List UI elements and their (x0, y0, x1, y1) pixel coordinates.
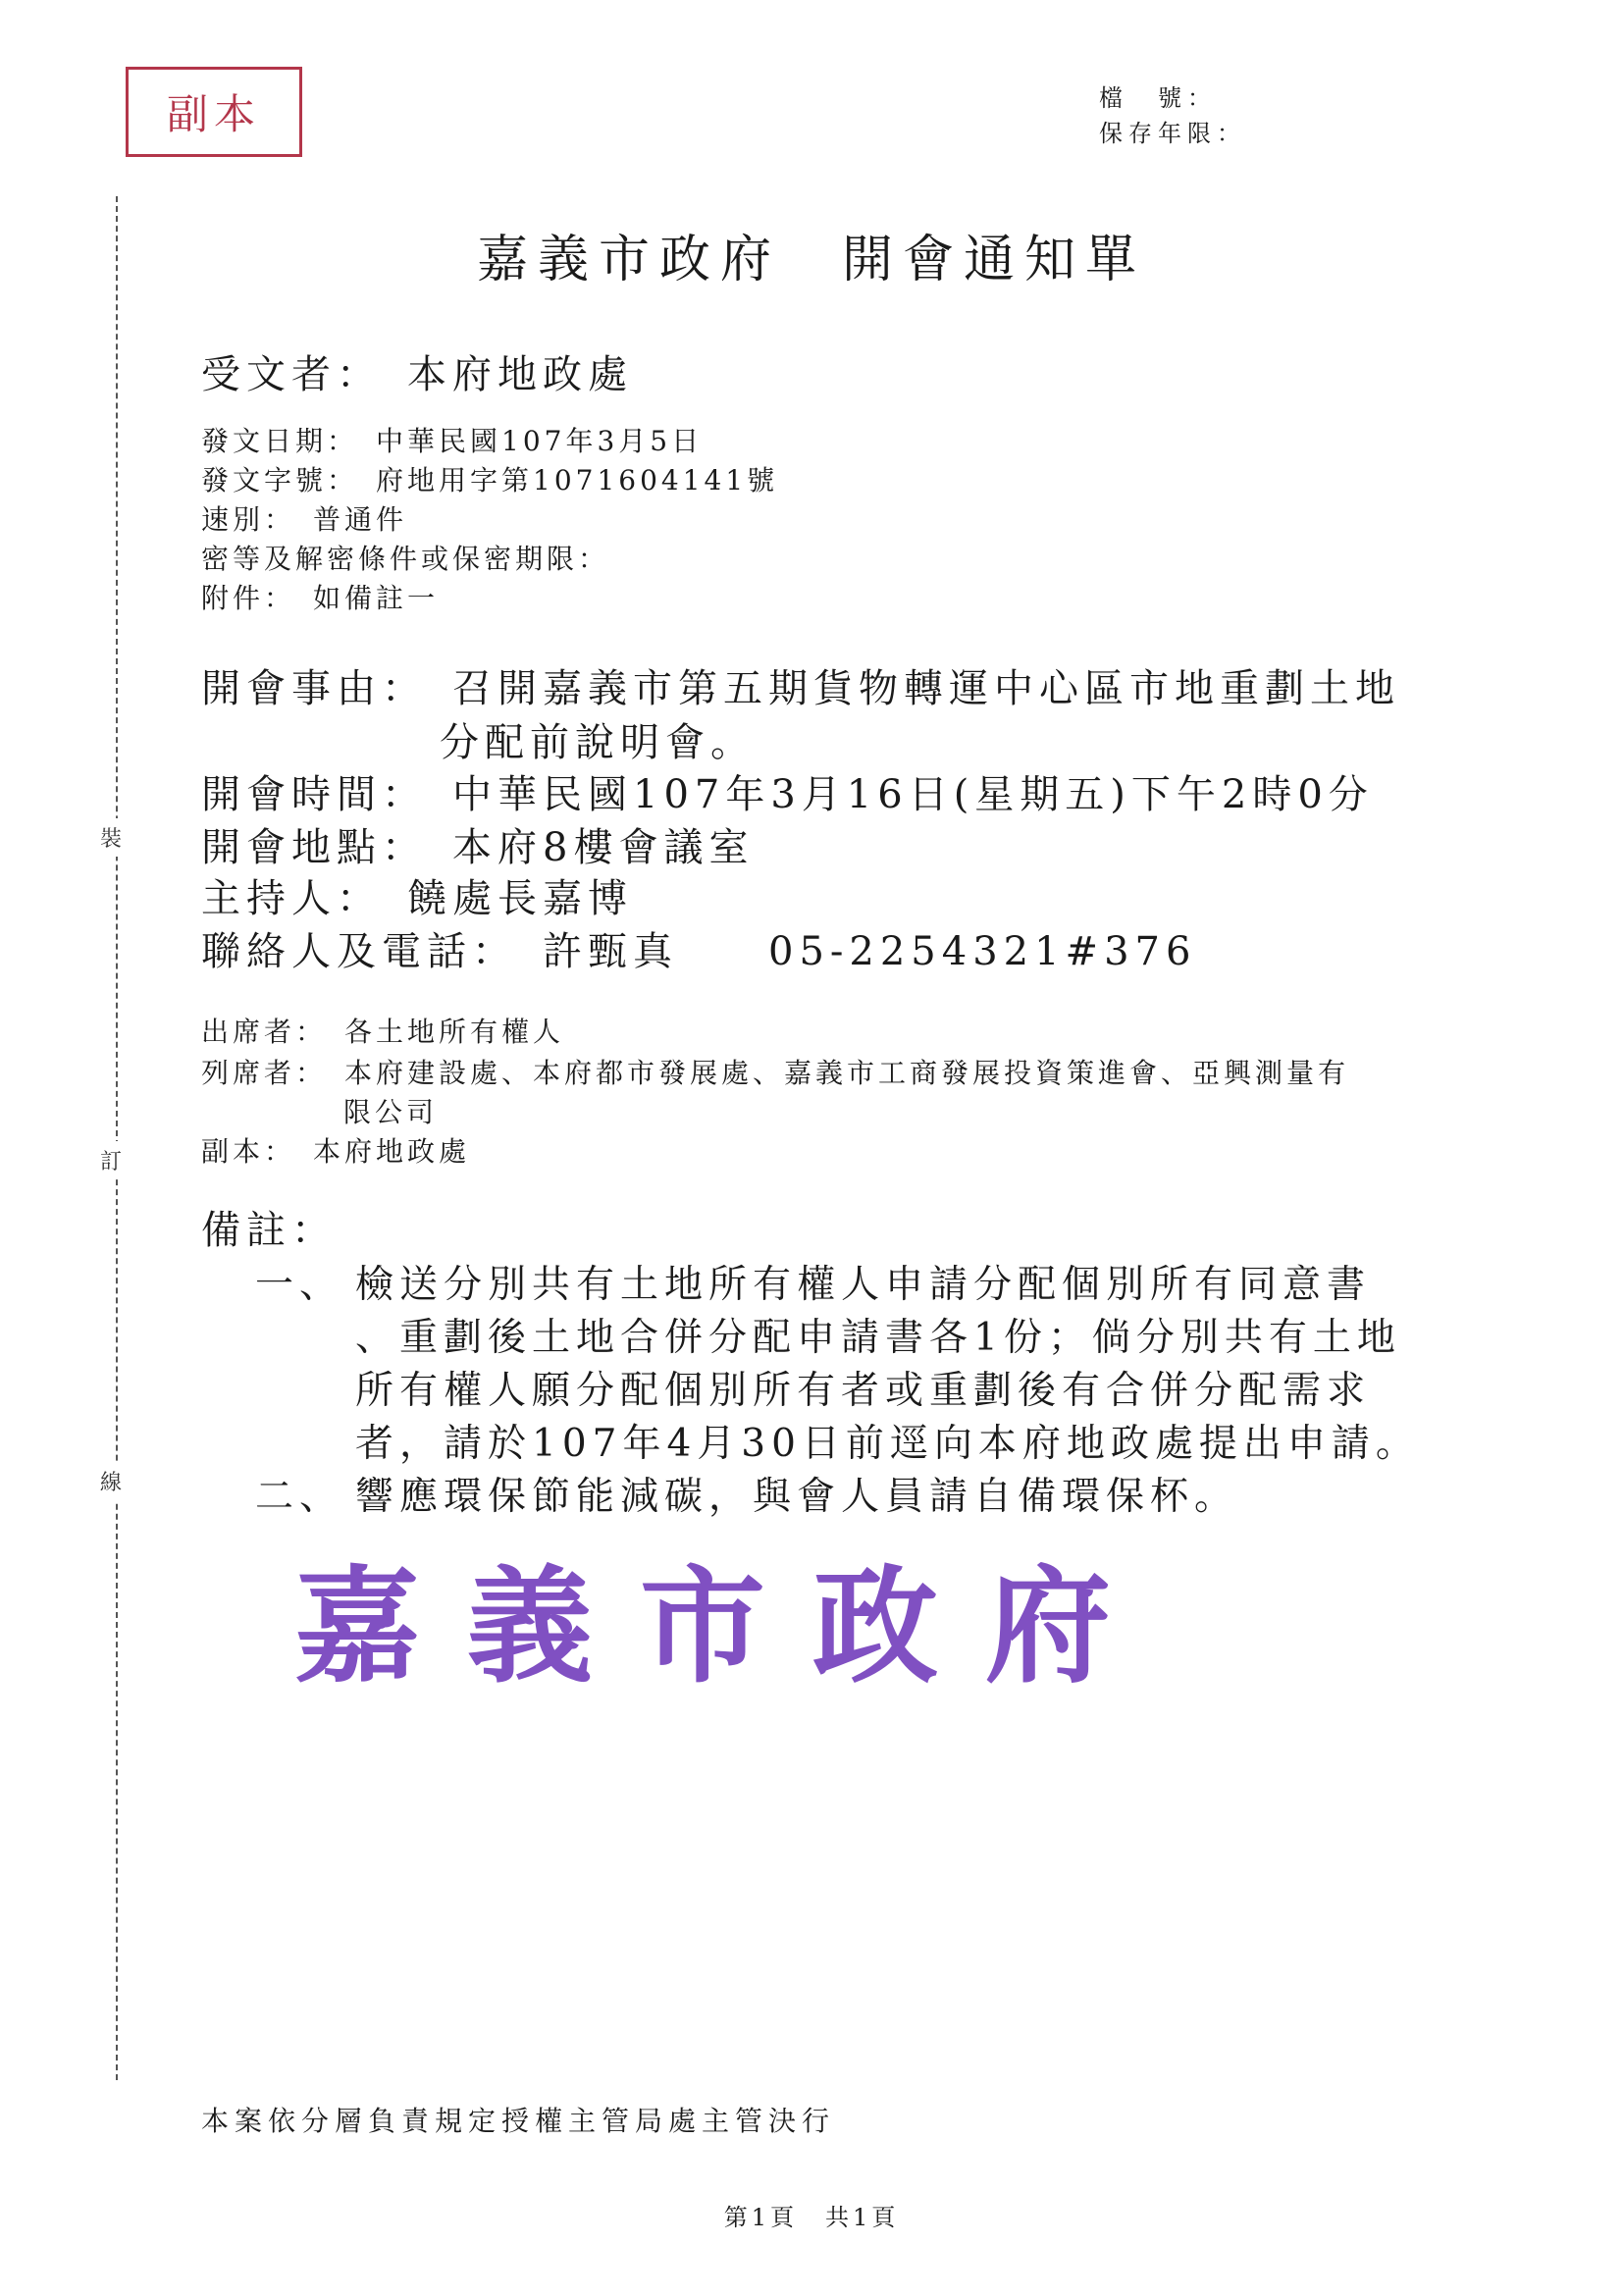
remarks-title: 備註： (201, 1208, 337, 1253)
remark-1-line: 、重劃後土地合併分配申請書各1份；倘分別共有土地 (355, 1316, 1401, 1360)
binding-dashed-line (116, 196, 118, 2080)
remark-1-line: 所有權人願分配個別所有者或重劃後有合併分配需求 (355, 1369, 1372, 1413)
binding-mark-ding: 訂 (100, 1141, 122, 1179)
authority-note: 本案依分層負責規定授權主管局處主管決行 (201, 2105, 836, 2137)
issue-number: 發文字號： 府地用字第1071604141號 (201, 464, 779, 496)
observers: 列席者： 本府建設處、本府都市發展處、嘉義市工商發展投資策進會、亞興測量有 (201, 1057, 1350, 1089)
meeting-reason-continued: 分配前說明會。 (440, 720, 756, 765)
attachment: 附件： 如備註一 (201, 582, 440, 614)
retention-period-label: 保存年限： (1099, 120, 1246, 147)
remark-1-number: 一、 (255, 1263, 344, 1307)
recipient: 受文者： 本府地政處 (201, 352, 633, 397)
remark-1-line: 者，請於107年4月30日前逕向本府地政處提出申請。 (355, 1422, 1420, 1466)
remark-1-line: 檢送分別共有土地所有權人申請分配個別所有同意書 (355, 1263, 1372, 1307)
meeting-reason: 開會事由： 召開嘉義市第五期貨物轉運中心區市地重劃土地 (201, 666, 1400, 711)
copy-stamp: 副本 (126, 67, 302, 157)
meeting-time: 開會時間： 中華民國107年3月16日(星期五)下午2時0分 (201, 772, 1374, 817)
contact-person-phone: 聯絡人及電話： 許甄真 05-2254321#376 (201, 929, 1197, 974)
meeting-place: 開會地點： 本府8樓會議室 (201, 825, 755, 870)
issue-date: 發文日期： 中華民國107年3月5日 (201, 425, 704, 457)
speed-class: 速別： 普通件 (201, 503, 408, 536)
page-number: 第1頁 共1頁 (723, 2204, 900, 2231)
document-title: 嘉義市政府 開會通知單 (476, 231, 1146, 289)
observers-continued: 限公司 (343, 1096, 439, 1128)
meeting-host: 主持人： 饒處長嘉博 (201, 876, 633, 921)
classification: 密等及解密條件或保密期限： (201, 543, 610, 575)
remark-2-number: 二、 (255, 1475, 344, 1519)
remark-2-line: 響應環保節能減碳，與會人員請自備環保杯。 (355, 1475, 1239, 1519)
government-seal: 嘉義市政府 (294, 1553, 1159, 1700)
file-number-label: 檔 號： (1099, 84, 1217, 112)
binding-mark-xian: 線 (100, 1462, 122, 1500)
binding-mark-zhuang: 裝 (100, 818, 122, 857)
attendees: 出席者： 各土地所有權人 (201, 1016, 565, 1048)
carbon-copy: 副本： 本府地政處 (201, 1135, 471, 1168)
